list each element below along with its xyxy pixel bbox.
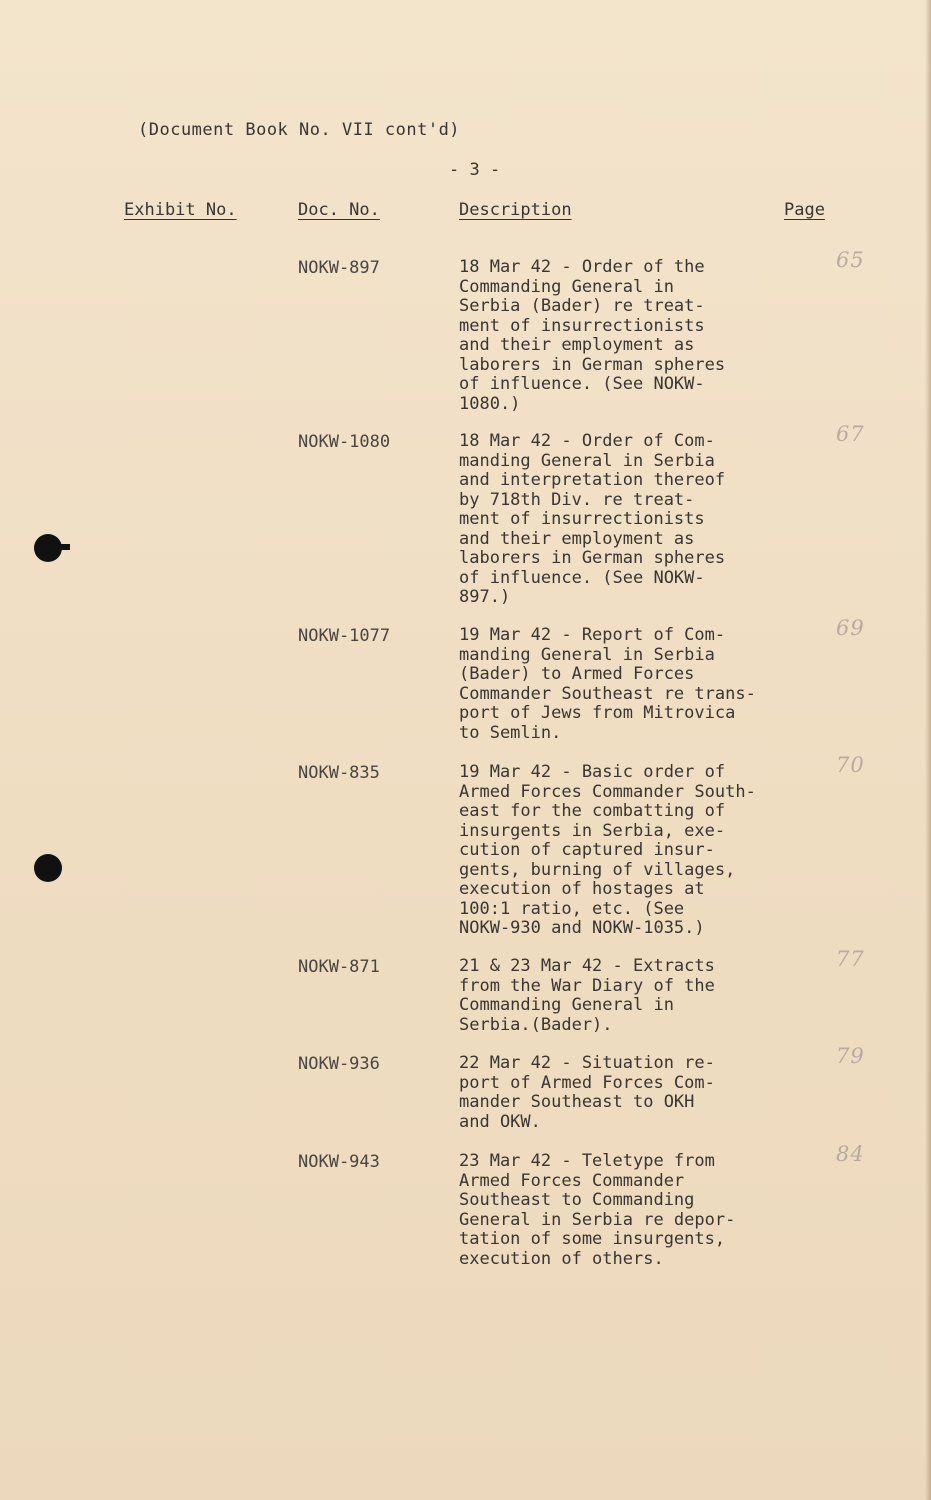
doc-number: NOKW-871 bbox=[298, 957, 380, 977]
doc-number: NOKW-943 bbox=[298, 1152, 380, 1172]
punch-hole-icon bbox=[34, 854, 62, 882]
handwritten-page-number: 79 bbox=[836, 1044, 865, 1068]
doc-number: NOKW-1077 bbox=[298, 626, 391, 646]
column-header-description: Description bbox=[459, 200, 572, 220]
column-header-page: Page bbox=[784, 200, 825, 220]
entry-description: 19 Mar 42 - Report of Com- manding General in Serbia (Bader) to Armed Forces Commander Southeast re trans- port of Jews from Mitrovica to Semlin. bbox=[459, 625, 756, 743]
doc-number: NOKW-835 bbox=[298, 763, 380, 783]
page-edge-shadow bbox=[925, 0, 931, 1500]
entry-description: 18 Mar 42 - Order of Com- manding General in Serbia and interpretation thereof by 718th Div. re treat- ment of insurrectionists and their employment as laborers in German spheres of influence. (See NOKW- 897.) bbox=[459, 431, 726, 607]
punch-notch bbox=[58, 544, 70, 550]
entry-description: 19 Mar 42 - Basic order of Armed Forces Commander South- east for the combatting of insurgents in Serbia, exe- cution of captured insur- gents, burning of villages, execution of hostages at 100:1 ratio, etc. (See NOKW-930 and NOKW-1035.) bbox=[459, 762, 756, 938]
doc-number: NOKW-1080 bbox=[298, 432, 391, 452]
doc-number: NOKW-936 bbox=[298, 1054, 380, 1074]
entry-description: 21 & 23 Mar 42 - Extracts from the War Diary of the Commanding General in Serbia.(Bader). bbox=[459, 956, 715, 1035]
handwritten-page-number: 77 bbox=[836, 947, 865, 971]
handwritten-page-number: 84 bbox=[836, 1142, 865, 1166]
column-header-doc-no: Doc. No. bbox=[298, 200, 380, 220]
handwritten-page-number: 70 bbox=[836, 753, 865, 777]
entry-description: 18 Mar 42 - Order of the Commanding General in Serbia (Bader) re treat- ment of insurrectionists and their employment as laborers in German spheres of influence. (See NOKW- 1080.) bbox=[459, 257, 726, 414]
handwritten-page-number: 69 bbox=[836, 616, 865, 640]
column-header-exhibit-no: Exhibit No. bbox=[124, 200, 237, 220]
document-book-header: (Document Book No. VII cont'd) bbox=[138, 120, 461, 140]
doc-number: NOKW-897 bbox=[298, 258, 380, 278]
page-number: - 3 - bbox=[449, 160, 501, 180]
entry-description: 22 Mar 42 - Situation re- port of Armed Forces Com- mander Southeast to OKH and OKW. bbox=[459, 1053, 715, 1132]
entry-description: 23 Mar 42 - Teletype from Armed Forces Commander Southeast to Commanding General in Serbia re depor- tation of some insurgents, execution of others. bbox=[459, 1151, 736, 1269]
handwritten-page-number: 67 bbox=[836, 422, 865, 446]
handwritten-page-number: 65 bbox=[836, 248, 865, 272]
